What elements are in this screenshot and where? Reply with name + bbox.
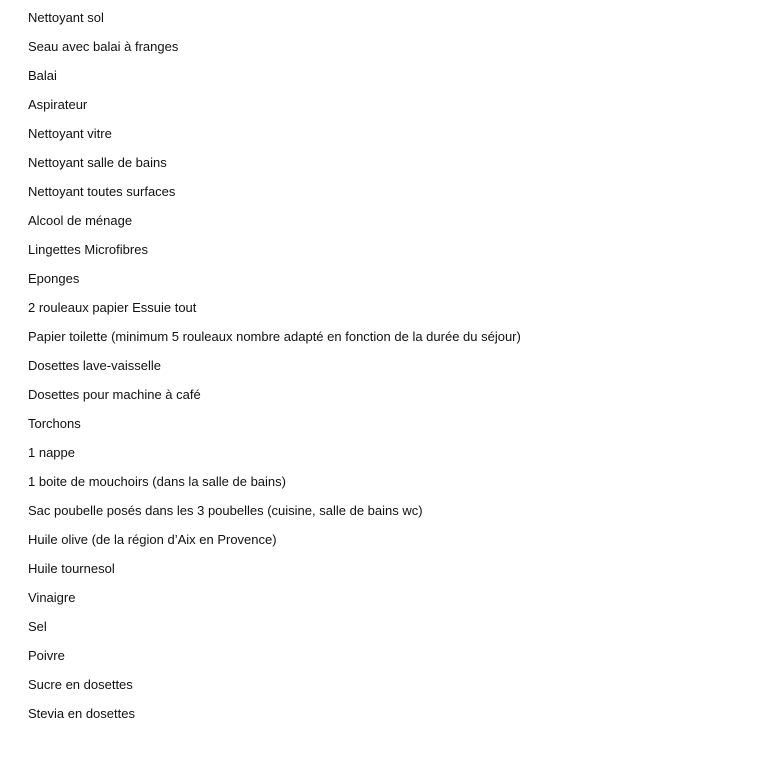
list-item: Seau avec balai à franges bbox=[28, 39, 179, 54]
list-item: Vinaigre bbox=[28, 590, 76, 605]
list-item: Nettoyant vitre bbox=[28, 126, 112, 141]
list-item: Sel bbox=[28, 619, 47, 634]
list-item: Dosettes lave-vaisselle bbox=[28, 358, 161, 373]
list-item: Sac poubelle posés dans les 3 poubelles (cuisine, salle de bains wc) bbox=[28, 503, 423, 518]
list-item: Dosettes pour machine à café bbox=[28, 387, 201, 402]
list-item: Nettoyant salle de bains bbox=[28, 155, 167, 170]
list-item: Sucre en dosettes bbox=[28, 677, 133, 692]
list-item: Poivre bbox=[28, 648, 65, 663]
supply-list bbox=[28, 10, 748, 735]
list-item: Lingettes Microfibres bbox=[28, 242, 148, 257]
list-item: 1 nappe bbox=[28, 445, 75, 460]
list-item: Huile olive (de la région d’Aix en Provence) bbox=[28, 532, 277, 547]
list-item: Balai bbox=[28, 68, 57, 83]
list-item: Alcool de ménage bbox=[28, 213, 133, 228]
list-item: Papier toilette (minimum 5 rouleaux nombre adapté en fonction de la durée du séjour) bbox=[28, 329, 521, 344]
list-item: Torchons bbox=[28, 416, 81, 431]
list-item: Nettoyant sol bbox=[28, 10, 104, 25]
list-item: Eponges bbox=[28, 271, 80, 286]
list-item: 2 rouleaux papier Essuie tout bbox=[28, 300, 197, 315]
list-item: Stevia en dosettes bbox=[28, 706, 135, 721]
list-item: Huile tournesol bbox=[28, 561, 115, 576]
list-item: 1 boite de mouchoirs (dans la salle de bains) bbox=[28, 474, 286, 489]
list-item: Aspirateur bbox=[28, 97, 88, 112]
list-item: Nettoyant toutes surfaces bbox=[28, 184, 176, 199]
